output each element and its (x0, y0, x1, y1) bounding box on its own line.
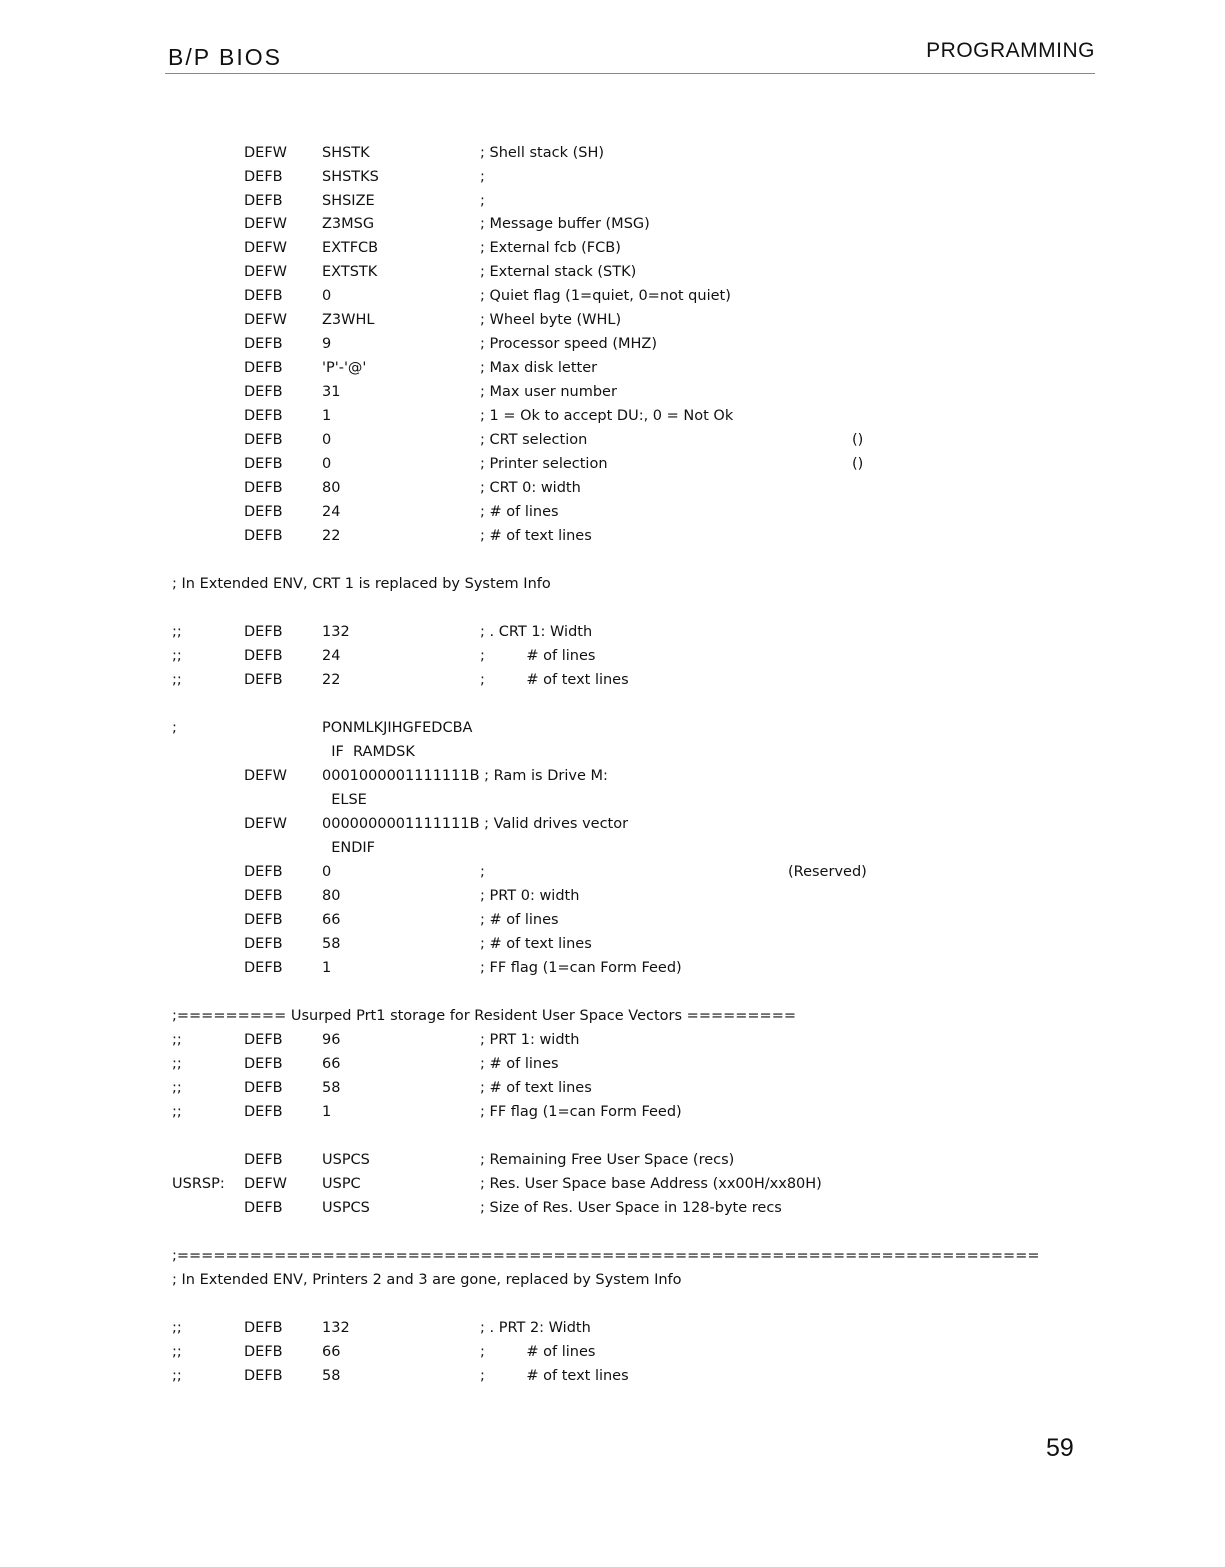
code-line (0, 573, 1225, 595)
line-operand: 80 (322, 888, 341, 904)
line-opcode: DEFB (244, 1104, 283, 1120)
line-opcode: DEFB (244, 169, 283, 185)
line-opcode: DEFB (244, 1200, 283, 1216)
code-line (0, 1269, 1225, 1291)
code-line (0, 933, 1225, 955)
code-line (0, 261, 1225, 283)
line-comment: ; Processor speed (MHZ) (480, 336, 658, 352)
code-line (0, 621, 1225, 643)
line-comment: ; External stack (STK) (480, 264, 637, 280)
line-comment: ; # of lines (480, 1344, 596, 1360)
line-opcode: DEFB (244, 672, 283, 688)
code-line (0, 717, 1225, 739)
line-operand: 0001000001111111B ; Ram is Drive M: (322, 768, 608, 784)
code-line (0, 477, 1225, 499)
code-line (0, 1317, 1225, 1339)
code-line (0, 285, 1225, 307)
line-label: USRSP: (172, 1176, 225, 1192)
line-opcode: DEFB (244, 504, 283, 520)
line-comment: ; FF flag (1=can Form Feed) (480, 960, 682, 976)
line-opcode: DEFB (244, 1080, 283, 1096)
line-operand: 96 (322, 1032, 341, 1048)
line-opcode: DEFB (244, 432, 283, 448)
line-opcode: DEFB (244, 288, 283, 304)
line-comment: ; . PRT 2: Width (480, 1320, 591, 1336)
line-comment: ; # of text lines (480, 936, 592, 952)
code-line (0, 1245, 1225, 1267)
code-line (0, 885, 1225, 907)
line-operand: 58 (322, 1080, 341, 1096)
code-line (0, 1053, 1225, 1075)
code-line (0, 813, 1225, 835)
code-line (0, 837, 1225, 859)
line-comment: ; # of lines (480, 504, 559, 520)
code-line (0, 741, 1225, 763)
line-operand: 22 (322, 528, 341, 544)
line-opcode: DEFB (244, 960, 283, 976)
line-opcode: DEFB (244, 1344, 283, 1360)
line-operand: 80 (322, 480, 341, 496)
code-line (0, 861, 1225, 883)
code-line (0, 405, 1225, 427)
line-opcode: DEFB (244, 1368, 283, 1384)
code-line (0, 1005, 1225, 1027)
line-opcode: DEFB (244, 480, 283, 496)
line-opcode: DEFB (244, 193, 283, 209)
line-opcode: DEFW (244, 816, 288, 832)
code-line (0, 166, 1225, 188)
line-comment: ; Shell stack (SH) (480, 145, 605, 161)
line-opcode: DEFW (244, 768, 288, 784)
line-operand: ENDIF (322, 840, 376, 856)
line-operand: USPCS (322, 1200, 370, 1216)
header-section: PROGRAMMING (926, 39, 1095, 62)
line-comment: ; Printer selection (480, 456, 608, 472)
line-operand: 66 (322, 1056, 341, 1072)
code-line (0, 1197, 1225, 1219)
line-comment: ; # of lines (480, 912, 559, 928)
line-operand: Z3WHL (322, 312, 375, 328)
line-comment: ; # of text lines (480, 528, 592, 544)
line-label: ;; (172, 1032, 182, 1048)
line-comment: ; Size of Res. User Space in 128-byte recs (480, 1200, 782, 1216)
header-title: B/P BIOS (168, 44, 283, 70)
code-line (0, 429, 1225, 451)
line-operand: 132 (322, 624, 350, 640)
code-line (0, 957, 1225, 979)
line-operand: USPC (322, 1176, 361, 1192)
line-label: ;; (172, 672, 182, 688)
line-operand: 58 (322, 936, 341, 952)
code-line (0, 1029, 1225, 1051)
line-opcode: DEFB (244, 1056, 283, 1072)
line-comment: ; Res. User Space base Address (xx00H/xx80H) (480, 1176, 822, 1192)
line-operand: 0 (322, 864, 332, 880)
line-operand: 58 (322, 1368, 341, 1384)
line-label: ;; (172, 1056, 182, 1072)
code-line (0, 1149, 1225, 1171)
line-label: ; (172, 720, 177, 736)
line-comment: ; Wheel byte (WHL) (480, 312, 622, 328)
line-comment: ; Max user number (480, 384, 617, 400)
code-line (0, 789, 1225, 811)
line-comment: ; # of text lines (480, 672, 629, 688)
line-comment: ; PRT 0: width (480, 888, 580, 904)
code-line (0, 669, 1225, 691)
line-comment: ; CRT 0: width (480, 480, 581, 496)
line-comment: ; Remaining Free User Space (recs) (480, 1152, 735, 1168)
line-operand: SHSTK (322, 145, 370, 161)
code-line (0, 1341, 1225, 1363)
line-label: ;======================================================================= (172, 1248, 1040, 1264)
line-comment: ; # of lines (480, 648, 596, 664)
line-opcode: DEFB (244, 912, 283, 928)
line-comment: ; (480, 193, 485, 209)
line-opcode: DEFB (244, 624, 283, 640)
line-opcode: DEFB (244, 528, 283, 544)
line-extra: () (852, 456, 864, 472)
line-extra: (Reserved) (788, 864, 867, 880)
line-label: ;; (172, 648, 182, 664)
line-operand: 'P'-'@' (322, 360, 367, 376)
line-opcode: DEFB (244, 456, 283, 472)
line-operand: Z3MSG (322, 216, 375, 232)
code-line (0, 333, 1225, 355)
line-opcode: DEFB (244, 408, 283, 424)
line-comment: ; FF flag (1=can Form Feed) (480, 1104, 682, 1120)
line-comment: ; # of text lines (480, 1368, 629, 1384)
line-opcode: DEFB (244, 936, 283, 952)
line-label: ;; (172, 1368, 182, 1384)
line-opcode: DEFB (244, 1032, 283, 1048)
line-operand: SHSIZE (322, 193, 375, 209)
line-operand: 9 (322, 336, 332, 352)
line-comment: ; (480, 169, 485, 185)
line-operand: 0000000001111111B ; Valid drives vector (322, 816, 629, 832)
line-comment: ; Quiet flag (1=quiet, 0=not quiet) (480, 288, 731, 304)
line-comment: ; PRT 1: width (480, 1032, 580, 1048)
line-opcode: DEFW (244, 312, 288, 328)
line-operand: 0 (322, 432, 332, 448)
line-operand: PONMLKJIHGFEDCBA (322, 720, 473, 736)
line-label: ; In Extended ENV, Printers 2 and 3 are gone, replaced by System Info (172, 1272, 682, 1288)
line-operand: SHSTKS (322, 169, 379, 185)
code-line (0, 765, 1225, 787)
line-label: ;; (172, 1320, 182, 1336)
page-number: 59 (1046, 1434, 1074, 1462)
line-operand: 0 (322, 288, 332, 304)
code-line (0, 1173, 1225, 1195)
line-comment: ; Max disk letter (480, 360, 598, 376)
line-operand: 1 (322, 408, 332, 424)
code-line (0, 213, 1225, 235)
code-line (0, 1365, 1225, 1387)
line-label: ;; (172, 1080, 182, 1096)
code-line (0, 309, 1225, 331)
line-comment: ; 1 = Ok to accept DU:, 0 = Not Ok (480, 408, 734, 424)
line-opcode: DEFB (244, 888, 283, 904)
line-operand: IF RAMDSK (322, 744, 415, 760)
code-line (0, 645, 1225, 667)
line-operand: 31 (322, 384, 341, 400)
line-comment: ; CRT selection (480, 432, 588, 448)
line-opcode: DEFB (244, 360, 283, 376)
line-opcode: DEFB (244, 864, 283, 880)
line-opcode: DEFW (244, 216, 288, 232)
line-label: ;; (172, 1344, 182, 1360)
line-opcode: DEFW (244, 240, 288, 256)
line-opcode: DEFB (244, 384, 283, 400)
code-line (0, 237, 1225, 259)
line-opcode: DEFB (244, 648, 283, 664)
line-operand: USPCS (322, 1152, 370, 1168)
line-operand: 132 (322, 1320, 350, 1336)
line-label: ;========= Usurped Prt1 storage for Resident User Space Vectors ========= (172, 1008, 797, 1024)
code-line (0, 501, 1225, 523)
line-comment: ; (480, 864, 485, 880)
code-line (0, 190, 1225, 212)
line-comment: ; Message buffer (MSG) (480, 216, 650, 232)
line-opcode: DEFB (244, 336, 283, 352)
line-comment: ; External fcb (FCB) (480, 240, 621, 256)
code-line (0, 381, 1225, 403)
line-comment: ; . CRT 1: Width (480, 624, 593, 640)
line-operand: 1 (322, 960, 332, 976)
line-operand: 0 (322, 456, 332, 472)
code-line (0, 142, 1225, 164)
line-label: ; In Extended ENV, CRT 1 is replaced by System Info (172, 576, 551, 592)
code-line (0, 1077, 1225, 1099)
line-operand: 66 (322, 1344, 341, 1360)
line-operand: 22 (322, 672, 341, 688)
line-operand: 66 (322, 912, 341, 928)
line-operand: EXTSTK (322, 264, 378, 280)
line-operand: 1 (322, 1104, 332, 1120)
line-comment: ; # of lines (480, 1056, 559, 1072)
line-label: ;; (172, 1104, 182, 1120)
line-operand: ELSE (322, 792, 367, 808)
line-opcode: DEFW (244, 264, 288, 280)
line-operand: 24 (322, 648, 341, 664)
header-rule (165, 73, 1095, 74)
line-label: ;; (172, 624, 182, 640)
line-operand: 24 (322, 504, 341, 520)
code-line (0, 453, 1225, 475)
line-opcode: DEFB (244, 1152, 283, 1168)
line-opcode: DEFB (244, 1320, 283, 1336)
line-opcode: DEFW (244, 1176, 288, 1192)
line-opcode: DEFW (244, 145, 288, 161)
line-comment: ; # of text lines (480, 1080, 592, 1096)
code-line (0, 1101, 1225, 1123)
code-line (0, 909, 1225, 931)
line-operand: EXTFCB (322, 240, 379, 256)
code-line (0, 525, 1225, 547)
code-line (0, 357, 1225, 379)
line-extra: () (852, 432, 864, 448)
